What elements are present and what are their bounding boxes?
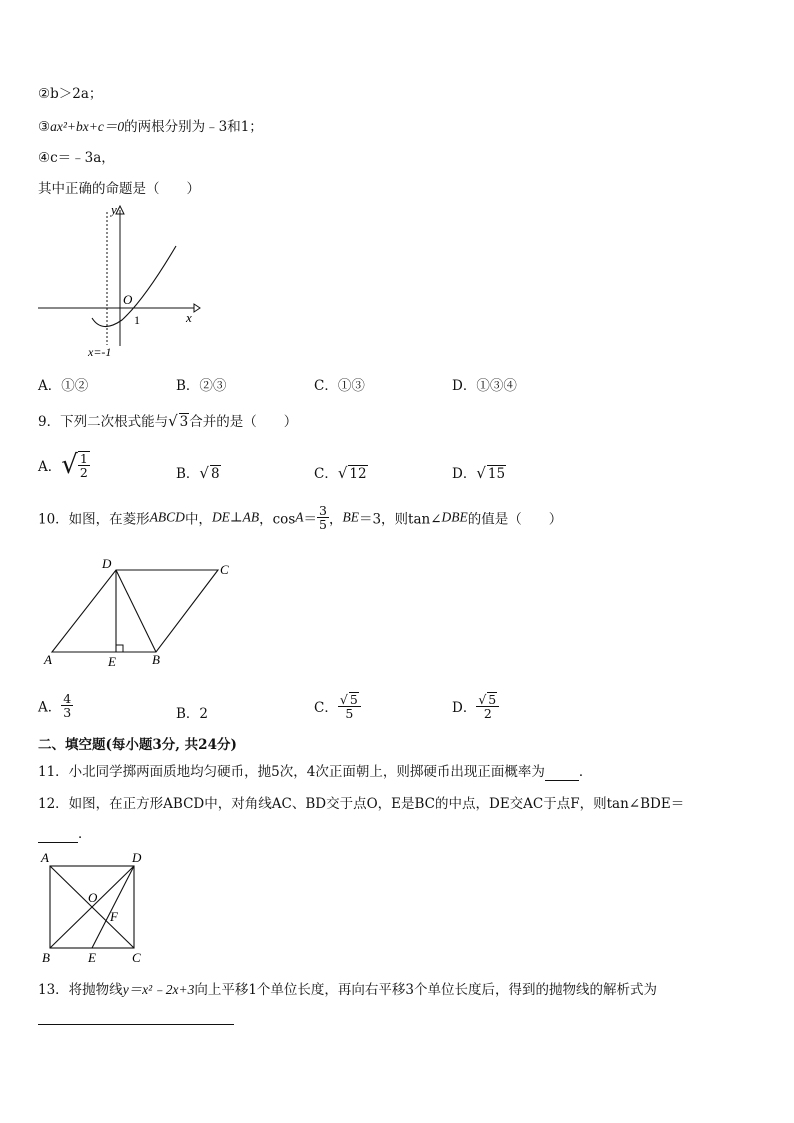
q9-stem-text: 9．下列二次根式能与 — [38, 414, 169, 430]
question-9-stem — [38, 410, 297, 430]
q9-stem-radicand: 3 — [179, 414, 189, 430]
question-8-ask-text: 其中正确的命题是（ ） — [38, 181, 200, 197]
q12-text: 12．如图，在正方形ABCD中，对角线AC、BD交于点O，E是BC的中点，DE交AC于点F，则tan∠BDE＝ — [38, 796, 685, 812]
q9-option-a-label: A． — [38, 459, 62, 475]
label-f: F — [110, 909, 118, 924]
q10-text: 10．如图，在菱形 — [38, 511, 150, 528]
q9-option-d-label: D． — [452, 466, 477, 482]
origin-label: O — [123, 292, 133, 307]
q9-option-d[interactable] — [452, 462, 506, 482]
parabola-equation: y＝x²﹣2x+3 — [122, 982, 195, 997]
fraction-numerator: 1 — [79, 450, 88, 466]
radicand: 5 — [349, 692, 358, 707]
q13-answer-blank[interactable] — [38, 1023, 234, 1025]
fraction-numerator: 3 — [319, 503, 327, 518]
q10-text: ，cos — [259, 511, 296, 528]
radical-sign: √ — [61, 450, 78, 480]
q10-option-a[interactable] — [38, 692, 73, 719]
q8-option-d[interactable] — [452, 374, 517, 394]
diagonal-db — [116, 570, 156, 652]
x-label: x — [186, 310, 192, 325]
q8-option-b-text: B．②③ — [176, 378, 227, 394]
question-12 — [38, 792, 684, 812]
radical-sign: √ — [337, 464, 348, 482]
q9-option-b-radicand: 8 — [210, 466, 220, 482]
label-a: A — [41, 850, 49, 865]
q8-option-b[interactable] — [176, 374, 226, 394]
label-b: B — [152, 652, 160, 667]
q11-end: ． — [578, 764, 593, 780]
q8-option-c[interactable] — [314, 374, 365, 394]
q10-text: ＝3，则tan∠ — [358, 511, 442, 528]
q8-option-d-text: D．①③④ — [452, 378, 517, 394]
q9-option-a[interactable] — [38, 450, 90, 480]
q10-option-a-label: A． — [38, 699, 62, 716]
q10-text: 中， — [184, 511, 212, 528]
statement-2 — [38, 82, 102, 102]
statement-4 — [38, 146, 115, 166]
question-11 — [38, 760, 592, 781]
q8-option-a-text: A．①② — [38, 378, 89, 394]
fraction-numerator: 4 — [63, 691, 72, 706]
statement-3 — [38, 115, 263, 135]
angle-a: A — [295, 509, 304, 525]
question-10-stem — [38, 504, 562, 531]
fraction-denominator: 3 — [63, 705, 72, 721]
q10-option-d-fraction — [476, 692, 499, 720]
label-d: D — [102, 556, 112, 571]
label-e: E — [88, 950, 96, 965]
q8-option-a[interactable] — [38, 374, 88, 394]
q13-text: 向上平移1个单位长度，再向右平移3个单位长度后，得到的抛物线的解析式为 — [194, 982, 658, 998]
label-o: O — [88, 890, 98, 905]
section-2-heading — [38, 733, 237, 753]
one-label: 1 — [134, 313, 140, 327]
q9-stem-end: 合并的是（ ） — [189, 414, 298, 430]
q10-option-c-label: C． — [314, 700, 338, 717]
radical-sign: √ — [478, 692, 487, 707]
q10-text: 的值是（ ） — [467, 511, 563, 528]
radical-sign: √ — [476, 464, 486, 482]
perpendicular-condition: DE⊥AB — [211, 509, 260, 525]
q9-option-b[interactable] — [176, 462, 221, 482]
label-a: A — [44, 652, 52, 667]
symmetry-label: x=-1 — [88, 345, 112, 359]
equals-sign: ＝ — [303, 511, 317, 528]
label-e: E — [108, 654, 116, 669]
fraction-denominator: 2 — [79, 465, 88, 480]
q10-option-d-label: D． — [452, 700, 477, 717]
statement-2-text: ②b＞2a； — [38, 86, 103, 102]
y-label: y — [111, 202, 117, 217]
square-figure — [38, 848, 150, 968]
angle-dbe: DBE — [441, 509, 468, 525]
statement-4-text: ④c＝﹣3a， — [38, 150, 115, 166]
label-b: B — [42, 950, 50, 965]
q9-option-b-label: B． — [176, 466, 200, 482]
statement-3-text: 的两根分别为﹣3和1； — [124, 119, 263, 135]
fraction-denominator: 5 — [345, 706, 354, 722]
q10-option-c[interactable] — [314, 692, 361, 720]
rhombus-figure — [38, 556, 238, 672]
radical-sign: √ — [339, 692, 348, 707]
fraction-numerator — [338, 692, 361, 707]
fraction-numerator — [476, 692, 499, 707]
q10-option-d[interactable] — [452, 692, 499, 720]
q12-end: ． — [78, 826, 92, 842]
q12-answer-line — [38, 822, 92, 843]
rhombus-name: ABCD — [149, 509, 185, 525]
fraction-denominator: 5 — [319, 517, 327, 533]
q13-text: 13．将抛物线 — [38, 982, 123, 998]
question-8-ask — [38, 177, 200, 197]
q10-option-b[interactable] — [176, 702, 208, 722]
label-c: C — [132, 950, 141, 965]
q9-option-c-radicand: 12 — [349, 466, 367, 482]
q9-option-c[interactable] — [314, 462, 368, 482]
fraction-denominator: 2 — [483, 706, 492, 722]
q9-option-a-fraction — [78, 451, 90, 479]
q11-answer-blank[interactable] — [545, 764, 579, 781]
statement-3-number: ③ — [38, 119, 51, 135]
q11-text: 11．小北同学掷两面质地均匀硬币，抛5次，4次正面朝上，则掷硬币出现正面概率为 — [38, 764, 545, 780]
q10-option-b-text: B．2 — [176, 706, 209, 722]
q10-option-c-fraction — [338, 692, 361, 720]
radicand: 5 — [488, 692, 497, 707]
q9-option-c-label: C． — [314, 466, 338, 482]
x-axis-arrow — [194, 304, 200, 312]
cos-fraction — [317, 504, 329, 531]
section-2-title: 二、填空题(每小题3分, 共24分) — [38, 737, 237, 753]
radical-sign: √ — [199, 464, 209, 482]
q9-option-d-radicand: 15 — [487, 466, 506, 482]
q12-answer-blank[interactable] — [38, 826, 78, 843]
label-d: D — [132, 850, 142, 865]
right-angle-mark — [116, 645, 123, 652]
segment-de — [92, 866, 134, 948]
equation: ax²+bx+c＝0 — [50, 119, 125, 134]
q8-option-c-text: C．①③ — [314, 378, 365, 394]
question-13 — [38, 978, 657, 998]
parabola-figure — [34, 200, 204, 362]
segment-be: BE — [342, 509, 359, 525]
rhombus-outline — [52, 570, 218, 652]
q10-text: ， — [328, 511, 343, 528]
q10-option-a-fraction — [61, 692, 73, 719]
label-c: C — [220, 562, 229, 577]
radical-sign: √ — [168, 412, 178, 430]
